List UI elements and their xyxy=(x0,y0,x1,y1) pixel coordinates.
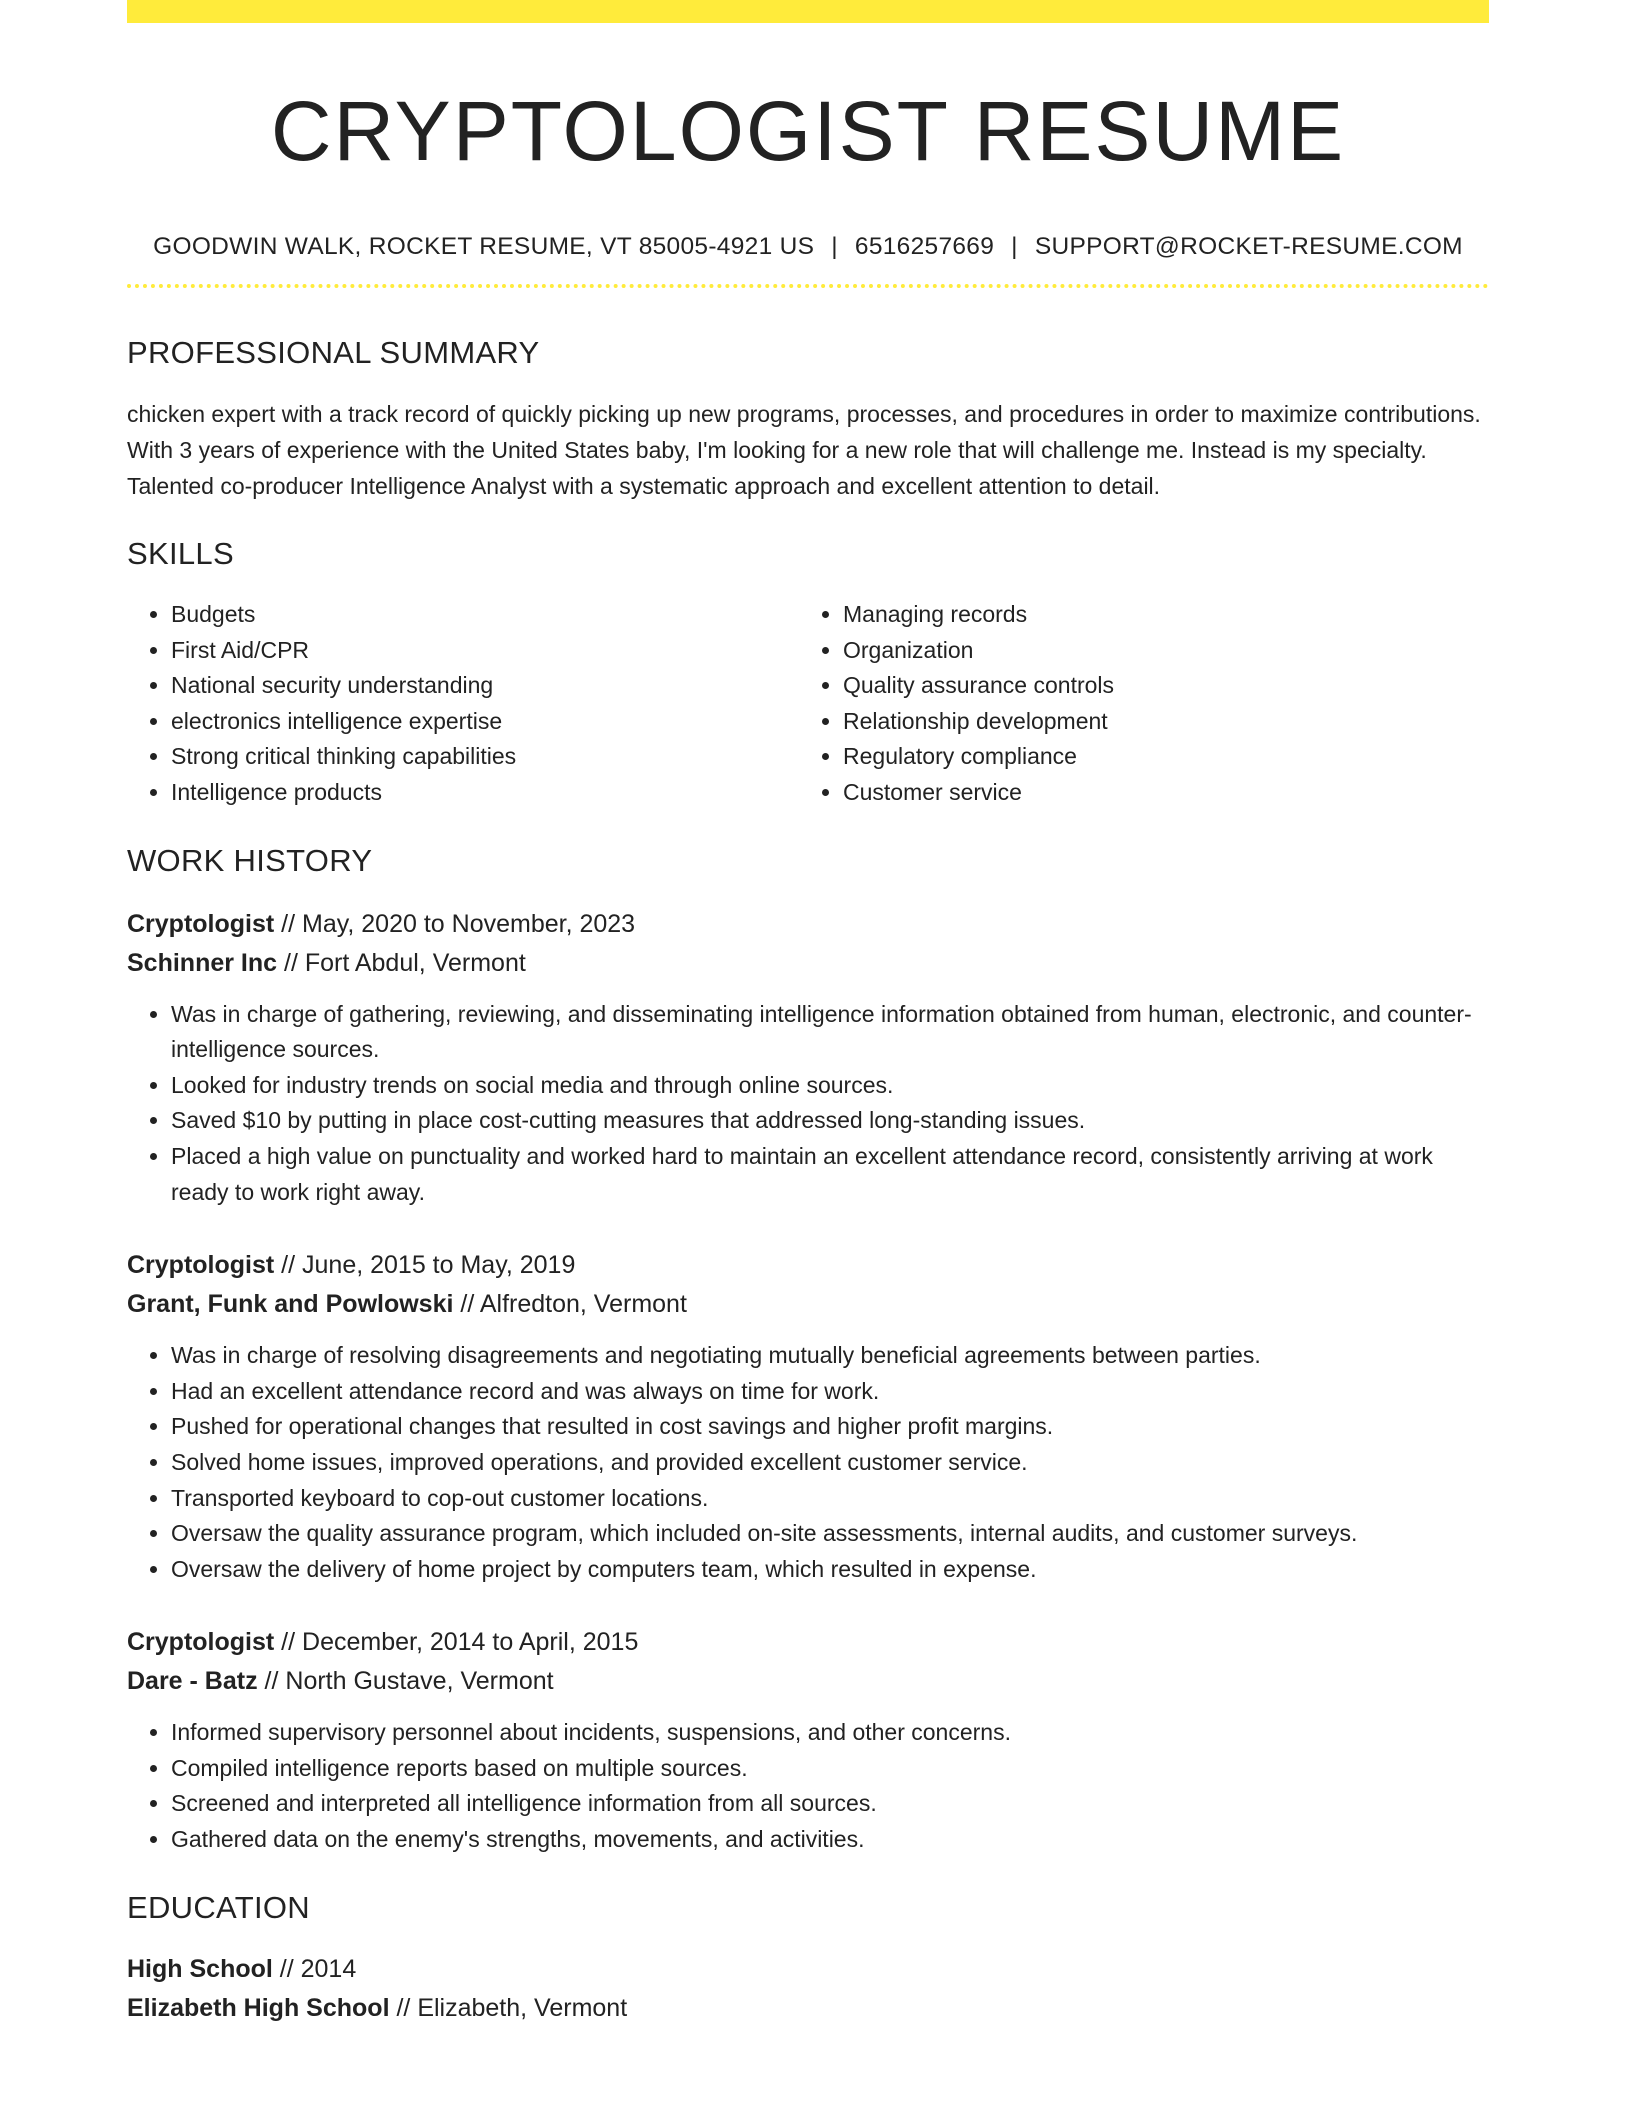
job-title: Cryptologist xyxy=(127,909,275,938)
contact-info xyxy=(127,231,1489,263)
education-degree: High School xyxy=(127,1954,273,1983)
job-title-line xyxy=(127,1246,1489,1285)
job-separator: // xyxy=(274,1251,303,1280)
skills-column-right xyxy=(799,597,1471,811)
skill-item: • First Aid/CPR xyxy=(171,633,799,669)
education-separator: // xyxy=(272,1954,301,1983)
job-entry xyxy=(127,1246,1489,1587)
skill-item: • Budgets xyxy=(171,597,799,633)
education-year: 2014 xyxy=(300,1954,357,1983)
job-separator: // xyxy=(277,948,305,977)
job-title-line xyxy=(127,905,1489,944)
education-heading: EDUCATION xyxy=(127,1889,310,1925)
job-company: Schinner Inc xyxy=(127,948,278,977)
education-separator: // xyxy=(389,1993,418,2022)
job-entry xyxy=(127,905,1489,1211)
job-separator: // xyxy=(257,1667,286,1696)
job-bullet: • Saved $10 by putting in place cost-cutting measures that addressed long-standing issues. xyxy=(171,1103,1489,1139)
skill-item: • National security understanding xyxy=(171,668,799,704)
skill-item: • Intelligence products xyxy=(171,775,799,811)
skill-item: • electronics intelligence expertise xyxy=(171,704,799,740)
summary-heading: PROFESSIONAL SUMMARY xyxy=(127,335,540,370)
job-title: Cryptologist xyxy=(127,1628,275,1657)
job-bullets xyxy=(127,1715,1489,1857)
job-title: Cryptologist xyxy=(127,1251,275,1280)
job-separator: // xyxy=(453,1290,480,1319)
job-bullet: • Compiled intelligence reports based on multiple sources. xyxy=(171,1751,1489,1787)
job-bullet: • Had an excellent attendance record and was always on time for work. xyxy=(171,1374,1489,1410)
job-company: Dare - Batz xyxy=(127,1667,258,1696)
top-accent-bar xyxy=(127,0,1489,23)
skill-item: • Organization xyxy=(843,633,1471,669)
job-bullet: • Solved home issues, improved operations, and provided excellent customer service. xyxy=(171,1445,1489,1481)
skill-item: • Quality assurance controls xyxy=(843,668,1471,704)
job-company-line xyxy=(127,944,1489,983)
job-company: Grant, Funk and Powlowski xyxy=(127,1290,454,1319)
job-bullet: • Informed supervisory personnel about incidents, suspensions, and other concerns. xyxy=(171,1715,1489,1751)
job-entry xyxy=(127,1623,1489,1857)
job-bullet: • Oversaw the delivery of home project by computers team, which resulted in expense. xyxy=(171,1552,1489,1588)
dotted-divider xyxy=(127,284,1489,288)
job-bullet: • Was in charge of resolving disagreements and negotiating mutually beneficial agreements between parties. xyxy=(171,1338,1489,1374)
education-degree-line xyxy=(127,1950,1489,1989)
job-bullet: • Transported keyboard to cop-out customer locations. xyxy=(171,1481,1489,1517)
skill-item: • Relationship development xyxy=(843,704,1471,740)
skill-item: • Strong critical thinking capabilities xyxy=(171,739,799,775)
skills-grid xyxy=(127,597,1489,811)
job-bullets xyxy=(127,1338,1489,1587)
job-location: North Gustave, Vermont xyxy=(285,1667,554,1696)
education-school-line xyxy=(127,1989,1489,2028)
summary-text: chicken expert with a track record of quickly picking up new programs, processes, and procedures in order to maximize contributions. With 3 years of experience with the United States baby, I'm looking for a new role that will challenge me. Instead is my specialty. Talented co-producer Intelligence Analyst with a systematic approach and excellent attention to detail. xyxy=(127,401,1481,499)
job-location: Alfredton, Vermont xyxy=(479,1290,687,1319)
education-school: Elizabeth High School xyxy=(127,1993,390,2022)
job-bullet: • Was in charge of gathering, reviewing, and disseminating intelligence information obtained from human, electronic, and counter-intelligence sources. xyxy=(171,997,1489,1068)
skills-heading: SKILLS xyxy=(127,536,234,571)
job-company-line xyxy=(127,1285,1489,1324)
job-separator: // xyxy=(274,1628,303,1657)
contact-email[interactable]: SUPPORT@ROCKET-RESUME.COM xyxy=(1034,233,1463,260)
skill-item: • Regulatory compliance xyxy=(843,739,1471,775)
job-bullets xyxy=(127,997,1489,1211)
resume-title: CRYPTOLOGIST RESUME xyxy=(270,84,1346,178)
job-bullet: • Pushed for operational changes that resulted in cost savings and higher profit margins. xyxy=(171,1409,1489,1445)
work-history-heading: WORK HISTORY xyxy=(127,842,373,878)
job-bullet: • Placed a high value on punctuality and worked hard to maintain an excellent attendance record, consistently arriving at work ready to work right away. xyxy=(171,1139,1489,1210)
job-separator: // xyxy=(274,909,303,938)
job-location: Fort Abdul, Vermont xyxy=(304,948,526,977)
skill-item: • Customer service xyxy=(843,775,1471,811)
job-bullet: • Looked for industry trends on social media and through online sources. xyxy=(171,1068,1489,1104)
job-bullet: • Oversaw the quality assurance program, which included on-site assessments, internal audits, and customer surveys. xyxy=(171,1516,1489,1552)
job-title-line xyxy=(127,1623,1489,1662)
resume-page xyxy=(127,0,1489,2028)
education-location: Elizabeth, Vermont xyxy=(417,1993,628,2022)
job-bullet: • Gathered data on the enemy's strengths, movements, and activities. xyxy=(171,1822,1489,1858)
contact-separator: | xyxy=(1011,233,1018,260)
contact-address: GOODWIN WALK, ROCKET RESUME, VT 85005-4921 US xyxy=(153,233,815,260)
contact-separator: | xyxy=(831,233,838,260)
job-dates: June, 2015 to May, 2019 xyxy=(302,1251,576,1280)
skills-column-left xyxy=(127,597,799,811)
job-company-line xyxy=(127,1662,1489,1701)
contact-phone: 6516257669 xyxy=(854,233,995,260)
education-entry xyxy=(127,1950,1489,2028)
job-dates: May, 2020 to November, 2023 xyxy=(302,909,636,938)
skill-item: • Managing records xyxy=(843,597,1471,633)
job-dates: December, 2014 to April, 2015 xyxy=(302,1628,639,1657)
job-bullet: • Screened and interpreted all intelligence information from all sources. xyxy=(171,1786,1489,1822)
